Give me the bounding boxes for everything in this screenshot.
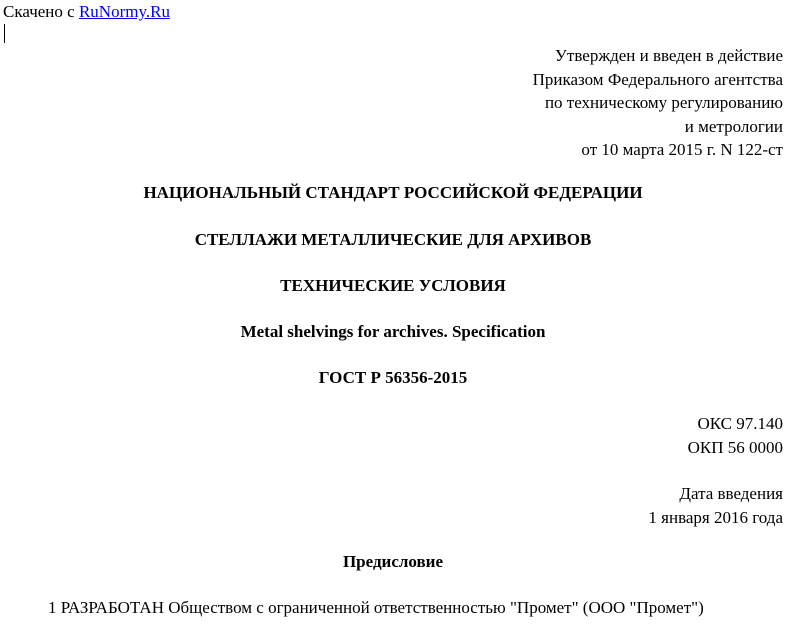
text-cursor bbox=[4, 24, 5, 43]
approval-line: и метрологии bbox=[684, 116, 783, 136]
approval-line: по техническому регулированию bbox=[544, 93, 783, 112]
preface-heading: Предисловие bbox=[342, 552, 444, 571]
english-name-heading: Metal shelvings for archives. Specification bbox=[240, 322, 546, 341]
okp-code: ОКП 56 0000 bbox=[687, 438, 783, 457]
standard-type-heading: НАЦИОНАЛЬНЫЙ СТАНДАРТ РОССИЙСКОЙ ФЕДЕРАЦИИ bbox=[143, 183, 643, 202]
oks-code: ОКС 97.140 bbox=[697, 414, 783, 433]
preface-paragraph-1: 1 РАЗРАБОТАН Обществом с ограниченной ответственностью "Промет" (ООО "Промет") bbox=[48, 598, 704, 617]
introduction-date-label: Дата введения bbox=[679, 484, 783, 503]
introduction-date-value: 1 января 2016 года bbox=[648, 508, 783, 527]
standard-subtitle-heading: ТЕХНИЧЕСКИЕ УСЛОВИЯ bbox=[280, 276, 506, 295]
approval-line: Утвержден и введен в действие bbox=[554, 46, 783, 65]
classification-codes bbox=[688, 412, 783, 460]
introduction-date-block bbox=[648, 482, 783, 530]
standard-name-heading: СТЕЛЛАЖИ МЕТАЛЛИЧЕСКИЕ ДЛЯ АРХИВОВ bbox=[194, 230, 592, 249]
runormy-link[interactable]: RuNormy.Ru bbox=[78, 2, 170, 21]
download-source-prefix: Скачено с bbox=[3, 2, 75, 21]
approval-line: от 10 марта 2015 г. N 122-ст bbox=[581, 140, 783, 159]
approval-line: Приказом Федерального агентства bbox=[532, 69, 783, 89]
download-source-line bbox=[3, 0, 170, 22]
approval-block bbox=[533, 44, 783, 162]
gost-designation: ГОСТ Р 56356-2015 bbox=[318, 368, 468, 387]
